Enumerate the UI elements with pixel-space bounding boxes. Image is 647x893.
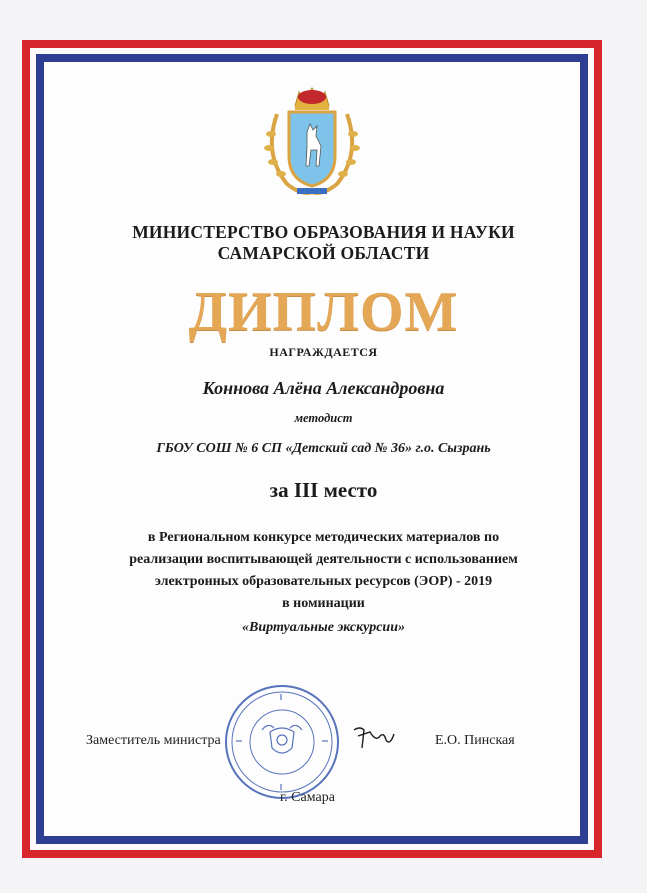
signatory-name: Е.О. Пинская bbox=[435, 733, 515, 748]
ministry-name-line2: САМАРСКОЙ ОБЛАСТИ bbox=[217, 243, 430, 263]
coat-of-arms-icon bbox=[257, 84, 367, 202]
diploma-title: ДИПЛОМ bbox=[188, 281, 459, 343]
awarded-label: НАГРАЖДАЕТСЯ bbox=[269, 345, 378, 359]
description-line2: реализации воспитывающей деятельности с использованием bbox=[129, 552, 518, 567]
description-line4: в номинации bbox=[282, 596, 365, 611]
award-place: за III место bbox=[269, 478, 378, 502]
issue-city: г. Самара bbox=[280, 790, 335, 805]
recipient-position: методист bbox=[294, 411, 353, 425]
nomination-name: «Виртуальные экскурсии» bbox=[242, 620, 405, 635]
signatory-title: Заместитель министра bbox=[86, 733, 221, 748]
description-line1: в Региональном конкурсе методических материалов по bbox=[147, 530, 500, 545]
recipient-organization: ГБОУ СОШ № 6 СП «Детский сад № 36» г.о. Сызрань bbox=[156, 441, 491, 456]
recipient-name: Коннова Алёна Александровна bbox=[202, 378, 445, 398]
description-line3: электронных образовательных ресурсов (ЭОР) - 2019 bbox=[154, 574, 493, 589]
ministry-seal-icon bbox=[222, 682, 342, 802]
ministry-name-line1: МИНИСТЕРСТВО ОБРАЗОВАНИЯ И НАУКИ bbox=[132, 222, 515, 242]
handwritten-signature-icon bbox=[350, 722, 398, 752]
